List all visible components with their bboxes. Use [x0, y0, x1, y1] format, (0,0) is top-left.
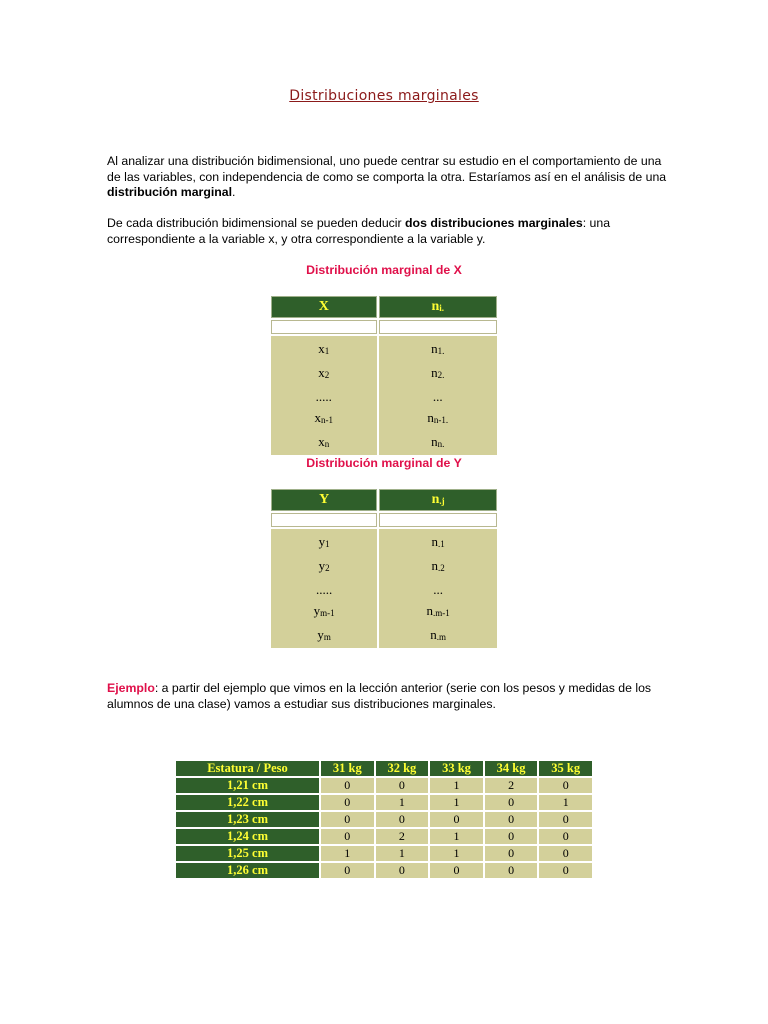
table-cell: 1	[430, 795, 483, 810]
blank-cell	[379, 320, 497, 334]
value-line: $y_2$	[318, 558, 330, 573]
marginal-y-freq-col	[379, 529, 497, 648]
value-line: .....	[315, 389, 332, 404]
table-row	[176, 863, 592, 878]
value-line: $n_{n-1.}$	[427, 410, 449, 425]
table-cell: 0	[539, 863, 592, 878]
table-cell: 0	[321, 829, 374, 844]
row-header: 1,22 cm	[176, 795, 319, 810]
example-col-header: 35 kg	[539, 761, 592, 776]
value-line: $y_{m-1}$	[313, 603, 335, 618]
marginal-x-heading: Distribución marginal de X	[306, 263, 462, 277]
table-cell: 0	[539, 829, 592, 844]
table-cell: 0	[485, 846, 538, 861]
value-line: ...	[433, 582, 444, 597]
marginal-y-values-col	[271, 529, 377, 648]
example-header-row	[176, 761, 592, 776]
table-row	[176, 846, 592, 861]
row-header: 1,26 cm	[176, 863, 319, 878]
marginal-y-table	[269, 487, 499, 650]
table-cell: 1	[430, 778, 483, 793]
table-cell: 0	[430, 863, 483, 878]
example-corner-header: Estatura / Peso	[176, 761, 319, 776]
table-cell: 0	[485, 795, 538, 810]
blank-cell	[271, 320, 377, 334]
value-line: $n_{.m-1}$	[426, 603, 450, 618]
value-line: $y_m$	[317, 627, 331, 642]
table-cell: 1	[376, 795, 429, 810]
value-line: $n_{.1}$	[431, 534, 445, 549]
marginal-x-values-col	[271, 336, 377, 455]
marginal-y-col2-header: $n_{.j}$	[379, 489, 497, 511]
value-line: $n_{.m}$	[430, 627, 447, 642]
table-cell: 1	[430, 846, 483, 861]
example-col-header: 31 kg	[321, 761, 374, 776]
table-cell: 0	[539, 812, 592, 827]
table-cell: 1	[430, 829, 483, 844]
intro-paragraph-1: Al analizar una distribución bidimensional, uno puede centrar su estudio en el comportamiento de una de las variables, con independencia de como se comporta la otra. Estaríamos así en el análisis de una distribución marginal.	[107, 154, 667, 199]
table-row	[176, 795, 592, 810]
value-line: $n_{2.}$	[431, 365, 445, 380]
marginal-y-heading: Distribución marginal de Y	[306, 456, 462, 470]
intro-paragraph-2: De cada distribución bidimensional se pueden deducir dos distribuciones marginales: una correspondiente a la variable x, y otra correspondiente a la variable y.	[107, 216, 611, 246]
example-table	[174, 759, 594, 880]
table-cell: 0	[485, 829, 538, 844]
table-cell: 0	[321, 812, 374, 827]
blank-cell	[379, 513, 497, 527]
value-line: $n_{.2}$	[431, 558, 445, 573]
table-cell: 0	[485, 812, 538, 827]
marginal-x-table	[269, 294, 499, 457]
marginal-x-col1-header: X	[271, 296, 377, 318]
table-row	[176, 778, 592, 793]
marginal-x-freq-col	[379, 336, 497, 455]
table-cell: 0	[539, 846, 592, 861]
table-cell: 0	[376, 778, 429, 793]
row-header: 1,25 cm	[176, 846, 319, 861]
value-line: $x_{n-1}$	[314, 410, 334, 425]
table-cell: 2	[485, 778, 538, 793]
value-line: $x_1$	[318, 341, 330, 356]
table-row	[176, 829, 592, 844]
table-cell: 1	[539, 795, 592, 810]
example-col-header: 33 kg	[430, 761, 483, 776]
table-cell: 0	[321, 795, 374, 810]
value-line: $n_{1.}$	[431, 341, 445, 356]
table-cell: 2	[376, 829, 429, 844]
table-cell: 1	[376, 846, 429, 861]
value-line: ...	[432, 389, 443, 404]
table-cell: 1	[321, 846, 374, 861]
value-line: .....	[316, 582, 333, 597]
value-line: $n_{n.}$	[431, 434, 445, 449]
page-title: Distribuciones marginales	[289, 88, 479, 104]
row-header: 1,24 cm	[176, 829, 319, 844]
marginal-y-col1-header: Y	[271, 489, 377, 511]
row-header: 1,23 cm	[176, 812, 319, 827]
example-label: Ejemplo	[107, 681, 155, 695]
blank-cell	[271, 513, 377, 527]
table-row	[176, 812, 592, 827]
value-line: $x_2$	[318, 365, 330, 380]
table-cell: 0	[321, 863, 374, 878]
value-line: $y_1$	[318, 534, 330, 549]
table-cell: 0	[376, 863, 429, 878]
table-cell: 0	[321, 778, 374, 793]
row-header: 1,21 cm	[176, 778, 319, 793]
marginal-x-col2-header: $n_{i.}$	[379, 296, 497, 318]
table-cell: 0	[539, 778, 592, 793]
table-cell: 0	[485, 863, 538, 878]
example-paragraph: Ejemplo: a partir del ejemplo que vimos en la lección anterior (serie con los pesos y medidas de los alumnos de una clase) vamos a estudiar sus distribuciones marginales.	[107, 681, 652, 711]
example-col-header: 32 kg	[376, 761, 429, 776]
value-line: $x_n$	[318, 434, 330, 449]
table-cell: 0	[376, 812, 429, 827]
example-col-header: 34 kg	[485, 761, 538, 776]
table-cell: 0	[430, 812, 483, 827]
